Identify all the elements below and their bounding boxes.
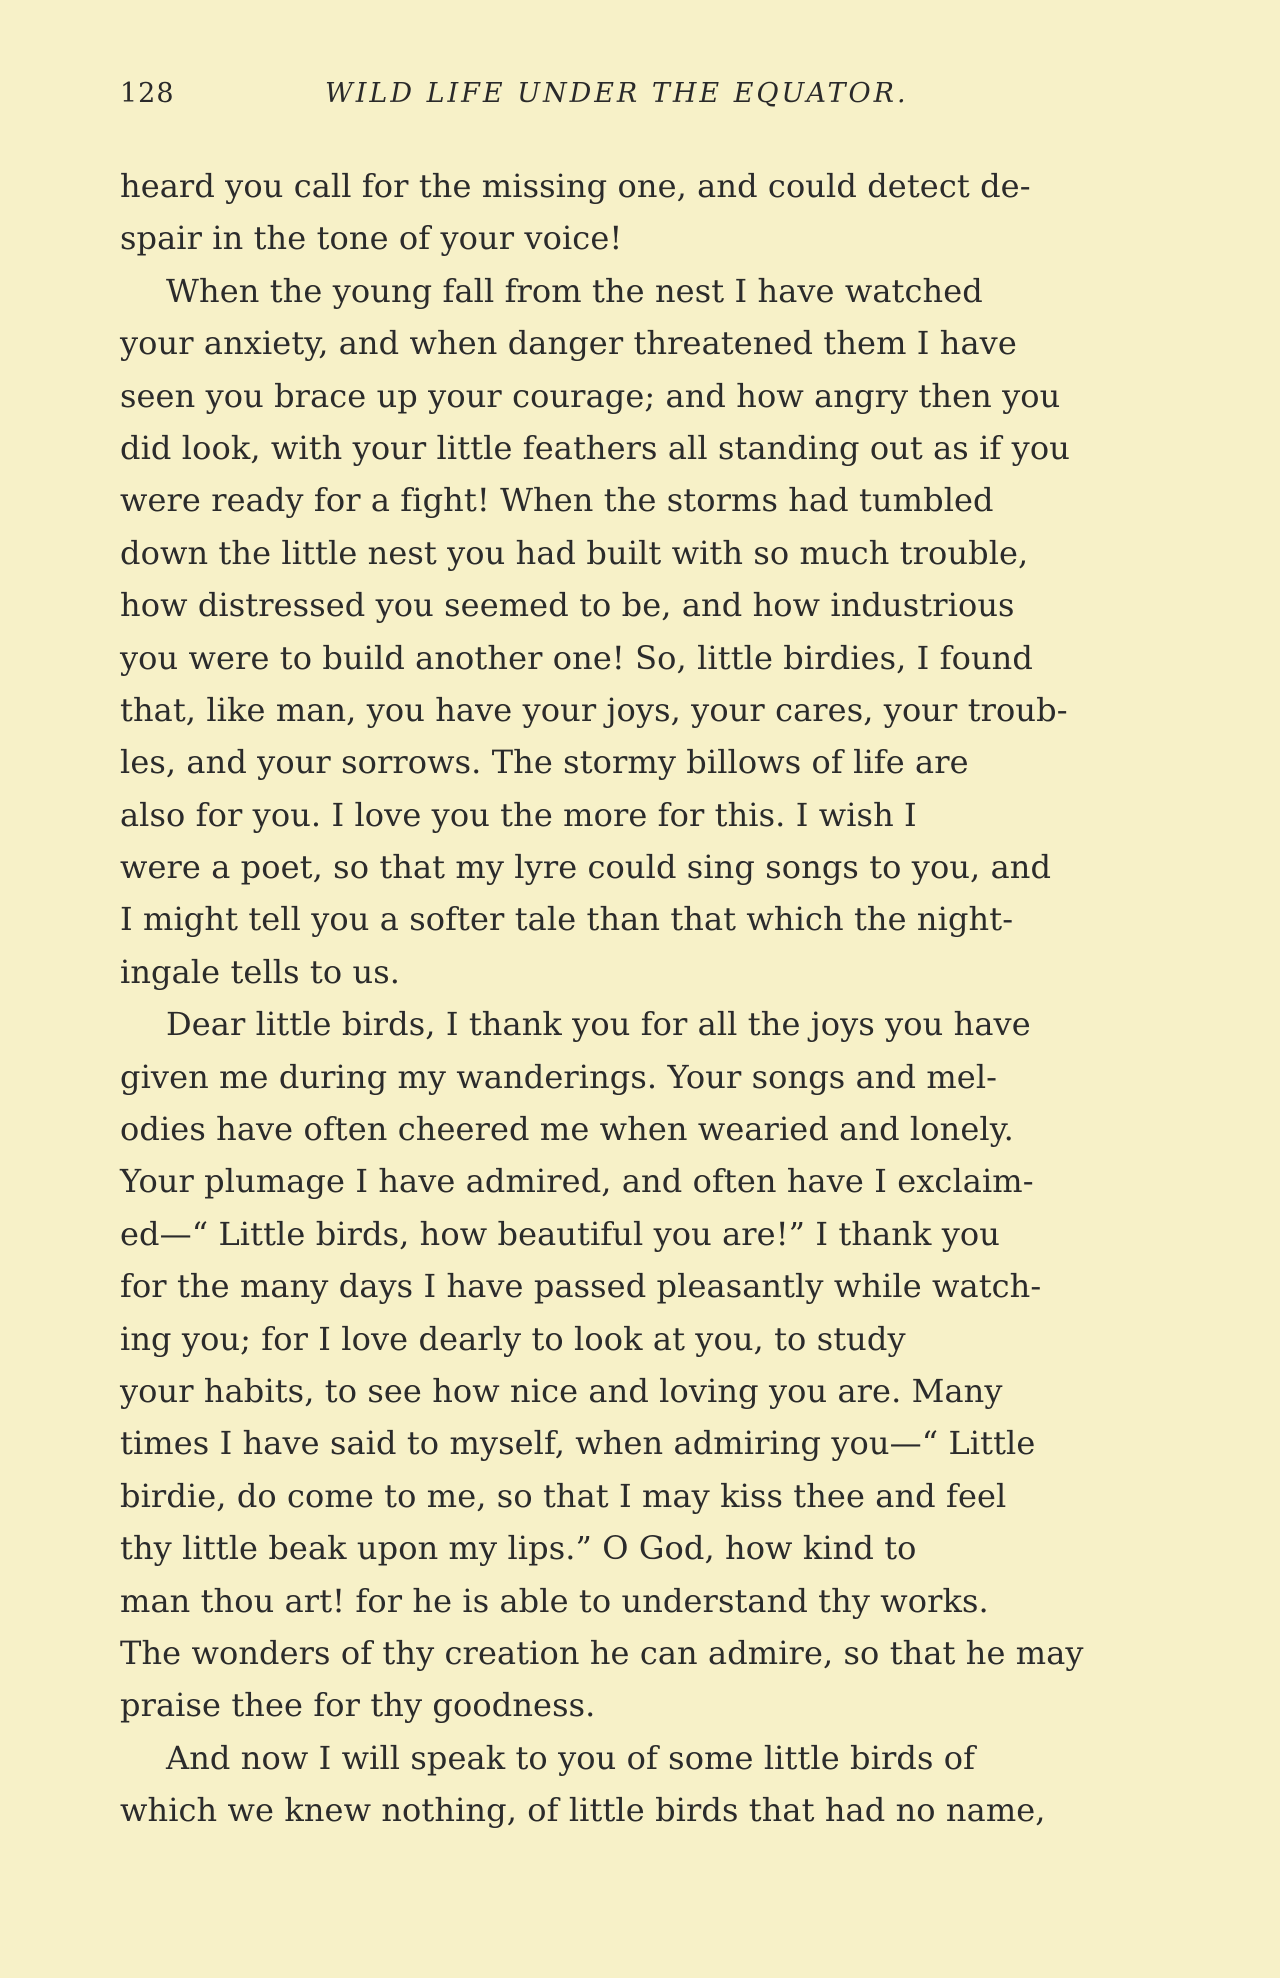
text-line: times I have said to myself, when admiring you—“ Little: [120, 1424, 1036, 1463]
text-line: were a poet, so that my lyre could sing songs to you, and: [120, 848, 1052, 887]
text-line: birdie, do come to me, so that I may kiss thee and feel: [120, 1476, 1007, 1515]
text-line: thy little beak upon my lips.” O God, how kind to: [120, 1529, 917, 1568]
text-line: also for you. I love you the more for this. I wish I: [120, 795, 917, 834]
text-line: les, and your sorrows. The stormy billows of life are: [120, 743, 969, 782]
text-line: you were to build another one! So, little birdies, I found: [120, 638, 1033, 677]
text-line: man thou art! for he is able to understand thy works.: [120, 1581, 989, 1620]
text-line: praise thee for thy goodness.: [120, 1686, 596, 1725]
text-line: given me during my wanderings. Your songs and mel-: [120, 1057, 998, 1096]
text-line: ed—“ Little birds, how beautiful you are!” I thank you: [120, 1214, 1000, 1253]
text-line: your habits, to see how nice and loving you are. Many: [120, 1371, 1003, 1410]
text-line: ing you; for I love dearly to look at you, to study: [120, 1319, 906, 1358]
page-number: 128: [120, 78, 175, 109]
text-line: I might tell you a softer tale than that which the night-: [120, 900, 1014, 939]
text-line: odies have often cheered me when wearied and lonely.: [120, 1110, 1014, 1149]
text-line: And now I will speak to you of some little birds of: [166, 1738, 976, 1777]
text-line: which we knew nothing, of little birds that had no name,: [120, 1791, 1046, 1830]
text-line: The wonders of thy creation he can admire, so that he may: [120, 1633, 1084, 1672]
text-line: your anxiety, and when danger threatened them I have: [120, 324, 1017, 363]
text-line: were ready for a fight! When the storms had tumbled: [120, 481, 994, 520]
text-line: Your plumage I have admired, and often have I exclaim-: [120, 1162, 1034, 1201]
text-line: how distressed you seemed to be, and how industrious: [120, 586, 1015, 625]
book-title: WILD LIFE UNDER THE EQUATOR.: [325, 78, 909, 109]
body-text: [120, 160, 1150, 1837]
text-line: did look, with your little feathers all standing out as if you: [120, 428, 1070, 467]
text-line: spair in the tone of your voice!: [120, 219, 623, 258]
text-line: heard you call for the missing one, and could detect de-: [120, 167, 1031, 205]
text-line: When the young fall from the nest I have watched: [166, 271, 983, 310]
text-line: seen you brace up your courage; and how angry then you: [120, 376, 1061, 415]
text-line: Dear little birds, I thank you for all the joys you have: [166, 1005, 1031, 1044]
text-line: down the little nest you had built with so much trouble,: [120, 533, 1029, 572]
text-line: ingale tells to us.: [120, 952, 401, 991]
text-line: for the many days I have passed pleasantly while watch-: [120, 1267, 1042, 1306]
running-head: [120, 78, 960, 124]
text-line: that, like man, you have your joys, your cares, your troub-: [120, 690, 1068, 729]
